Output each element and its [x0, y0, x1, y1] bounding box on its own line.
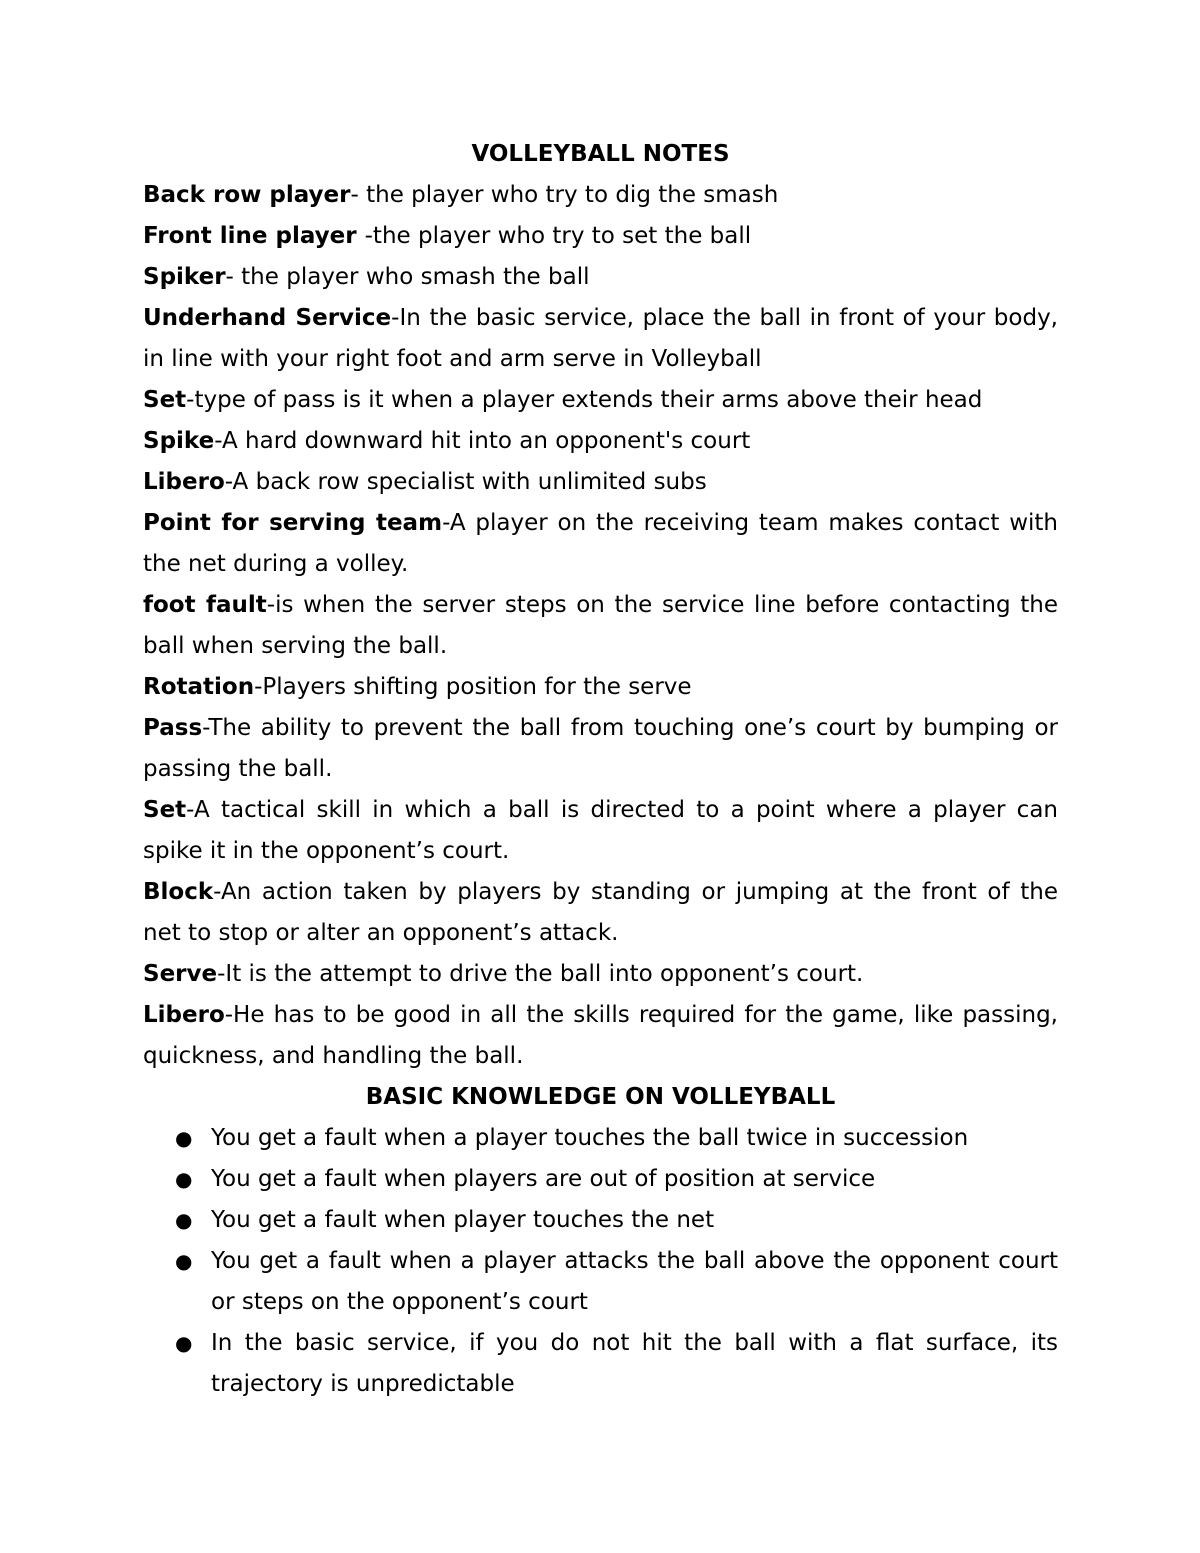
definition-text: -A back row specialist with unlimited subs: [224, 469, 707, 495]
definition-term: Rotation: [143, 674, 255, 700]
definition-entry: [143, 872, 1058, 954]
definition-text: -is when the server steps on the service line before contacting the ball when serving the ball.: [143, 592, 1058, 659]
definition-text: -A hard downward hit into an opponent's court: [214, 428, 751, 454]
list-item-text: You get a fault when players are out of position at service: [211, 1166, 876, 1192]
definition-entry: [143, 421, 1058, 462]
definition-text: - the player who try to dig the smash: [350, 182, 779, 208]
list-item: [143, 1118, 1058, 1159]
list-item: [143, 1200, 1058, 1241]
definition-text: -A tactical skill in which a ball is directed to a point where a player can spike it in the opponent’s court.: [143, 797, 1058, 864]
definition-entry: [143, 462, 1058, 503]
bullet-icon: ●: [175, 1126, 193, 1150]
definition-text: -Players shifting position for the serve: [254, 674, 692, 700]
definitions-list: [143, 175, 1058, 1077]
definition-term: Front line player: [143, 223, 365, 249]
definition-term: Spike: [143, 428, 215, 454]
definition-text: -It is the attempt to drive the ball into opponent’s court.: [217, 961, 864, 987]
document-title: VOLLEYBALL NOTES: [471, 141, 730, 167]
definition-text: -type of pass is it when a player extends their arms above their head: [186, 387, 983, 413]
bullet-icon: ●: [175, 1167, 193, 1191]
bullet-icon: ●: [175, 1331, 193, 1355]
definition-entry: [143, 708, 1058, 790]
definition-text: -In the basic service, place the ball in front of your body, in line with your right foot and arm serve in Volleyball: [143, 305, 1058, 372]
definition-entry: [143, 995, 1058, 1077]
definition-entry: [143, 585, 1058, 667]
definition-text: -A player on the receiving team makes contact with the net during a volley.: [143, 510, 1059, 577]
knowledge-list: [143, 1118, 1058, 1405]
definition-entry: [143, 298, 1058, 380]
definition-term: Set: [143, 797, 187, 823]
definition-term: foot fault: [143, 592, 267, 618]
bullet-icon: ●: [175, 1208, 193, 1232]
definition-term: Serve: [143, 961, 218, 987]
definition-term: Point for serving team: [143, 510, 443, 536]
definition-entry: [143, 216, 1058, 257]
definition-term: Set: [143, 387, 187, 413]
list-item-text: In the basic service, if you do not hit the ball with a flat surface, its trajectory is unpredictable: [211, 1330, 1058, 1397]
list-item: [143, 1323, 1058, 1405]
definition-term: Spiker: [143, 264, 226, 290]
list-item-text: You get a fault when a player touches the ball twice in succession: [211, 1125, 969, 1151]
definition-term: Block: [143, 879, 214, 905]
definition-term: Libero: [143, 469, 225, 495]
definition-entry: [143, 257, 1058, 298]
list-item-text: You get a fault when a player attacks the ball above the opponent court or steps on the opponent’s court: [211, 1248, 1058, 1315]
list-item: [143, 1241, 1058, 1323]
definition-term: Pass: [143, 715, 203, 741]
list-item: [143, 1159, 1058, 1200]
definition-text: -An action taken by players by standing or jumping at the front of the net to stop or alter an opponent’s attack.: [143, 879, 1058, 946]
definition-entry: [143, 954, 1058, 995]
definition-text: - the player who smash the ball: [225, 264, 590, 290]
list-item-text: You get a fault when player touches the net: [211, 1207, 715, 1233]
definition-text: -He has to be good in all the skills required for the game, like passing, quickness, and handling the ball.: [143, 1002, 1058, 1069]
section-heading: BASIC KNOWLEDGE ON VOLLEYBALL: [365, 1084, 836, 1110]
definition-text: -the player who try to set the ball: [364, 223, 752, 249]
definition-entry: [143, 380, 1058, 421]
definition-entry: [143, 790, 1058, 872]
definition-text: -The ability to prevent the ball from touching one’s court by bumping or passing the ball.: [143, 715, 1058, 782]
definition-term: Libero: [143, 1002, 225, 1028]
definition-entry: [143, 667, 1058, 708]
definition-term: Underhand Service: [143, 305, 392, 331]
definition-entry: [143, 175, 1058, 216]
definition-term: Back row player: [143, 182, 351, 208]
bullet-icon: ●: [175, 1249, 193, 1273]
document-page: [143, 134, 1058, 1405]
definition-entry: [143, 503, 1058, 585]
